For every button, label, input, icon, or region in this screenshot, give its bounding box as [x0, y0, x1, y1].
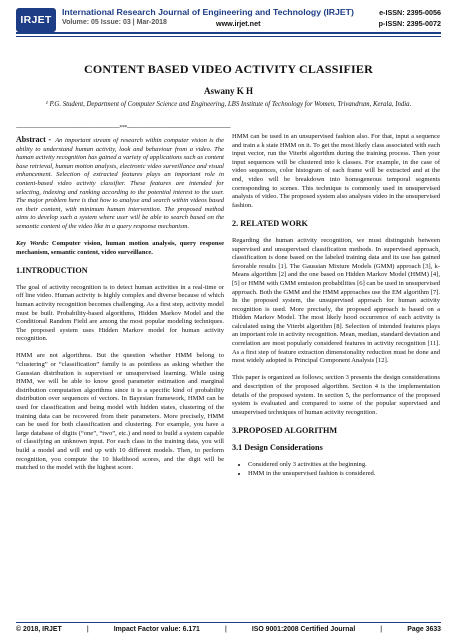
intro-paragraph-2: HMM are not algorithms. But the question whether HMM belong to “clustering” or “classification” family is as pointless as asking whether the Gaussian distribution is supervised or unsupervised learning. While using HMM, we will be able to know good parameter estimation and marginal distribution computation algorithms since it is a specific kind of probability distribution over sequences of vectors. In Bayesian framework, HMM can be used for classification and being model with hidden states, clustering of the training data can be recovered from their parameters. More precisely, HMM can be used for both classification and clustering. For example, you have a large database of digits (“one”, “two”, etc.) and need to build a system capable of classifying an unknown input. For each class in the training data, you will build a model and will end up with 10 different models. Then, to perform recognition, you compute the 10 likelihood scores, and the digit will be matched to the model with the highest score. — [16, 352, 224, 472]
right-column — [232, 133, 440, 480]
journal-website: www.irjet.net — [216, 19, 261, 28]
proposed-algorithm-heading: 3.PROPOSED ALGORITHM — [232, 426, 338, 436]
author-name: Aswany K H — [203, 86, 253, 96]
p-issn: p-ISSN: 2395-0072 — [378, 19, 441, 28]
section-separator: ---------------------------------------------------------------------***--------------------------------------------------------------------- — [16, 125, 231, 131]
header-rule-thin — [16, 36, 441, 37]
footer-separator: | — [86, 626, 89, 633]
footer-impact-factor: Impact Factor value: 6.171 — [113, 626, 200, 633]
related-work-paragraph-2: This paper is organized as follows; section 3 presents the design considerations and description of the proposed algorithm. Section 4 is the implementation details of the proposed system. In section 5, the performance of the proposed system is evaluated and compared to some of the popular supervised and unsupervised techniques of human activity recognition. — [232, 374, 440, 416]
keywords-text: Computer vision, human motion analysis, query response mechanism, semantic content, video surveillance. — [16, 240, 225, 256]
abstract-text: An important stream of research within computer vision is the ability to understand human activity, look and behaviour from a video. The human activity recognition has gained a variety of applications such as content base retrieval, human motion analysis, electronic video surveillance and visual enhancement. Selection of extracted features plays an important role in content-based video activity classifier. These features are intended for selecting, indexing and ranking according to the potential interest to the user. The major problem here is that how to analyse and search within videos based on their content, with minimum human intervention. The proposed method aims to develop such a system where user will be able to search based on the semantic content of the video like in a query response mechanism. — [16, 137, 224, 230]
journal-name: International Research Journal of Engineering and Technology (IRJET) — [62, 7, 354, 17]
page-footer — [16, 626, 441, 637]
irjet-logo: IRJET — [16, 8, 56, 32]
hmm-unsupervised-paragraph: HMM can be used in an unsupervised fashion also. For that, input a sequence and train a k state HMM on it. To get the most likely class associated with each input vector, run the Viterbi algorithm during the training process. Then your input sequences will be clustered into k classes. For example, in the case of video sequences, color histogram of each frame will be extracted and at the end, video will be breakdown into homogeneous temporal segments corresponding to scenes. This technique is commonly used in unsupervised analysis of video. The proposed system also analyses video in the unsupervised fashion. — [232, 133, 440, 209]
footer-copyright: © 2018, IRJET — [16, 626, 62, 633]
design-considerations-heading: 3.1 Design Considerations — [232, 442, 323, 452]
e-issn: e-ISSN: 2395-0056 — [379, 8, 441, 17]
list-item: • Considered only 3 activities at the beginning. — [248, 461, 440, 470]
footer-iso: ISO 9001:2008 Certified Journal — [251, 626, 356, 633]
abstract-label: Abstract - — [16, 135, 52, 144]
keywords — [16, 240, 224, 257]
related-work-paragraph-1: Regarding the human activity recognition, we must distinguish between supervised and unsupervised classification methods. In supervised approach, classification is done based on the labeled training data and its use has gained favorable results [1]. The Gaussian Mixture Models (GMM) approach [3], k-Means algorithm [2] and the one based on Hidden Markov Model (HMM) [4], [5] or HMM with GMM emission probabilities [6] can be used in unsupervised approach. Both the GMM and the HMM approaches use the EM algorithm [7]. In the proposed system, the unsupervised approach for human activity recognition is used. More precisely, the proposed approach is based on a Hidden Markov Model. The most likely hood occurrence of each activity is calculated using the Viterbi algorithm [8]. Selection of intended features plays an important role in activity recognition. Mean, median, standard deviation and correlation are most popularly considered features in activity recognition [11]. As a first step of feature extraction dimensionality reduction must be done and most widely adopted is Principal Component Analysis [12]. — [232, 236, 440, 365]
related-work-heading: 2. RELATED WORK — [232, 219, 308, 229]
footer-separator: | — [380, 626, 383, 633]
paper-title: CONTENT BASED VIDEO ACTIVITY CLASSIFIER — [84, 62, 373, 76]
footer-separator: | — [224, 626, 227, 633]
author-affiliation: ¹ P.G. Student, Department of Computer Science and Engineering, LBS Institute of Technology for Women, Trivandrum, Kerala, India. — [45, 101, 412, 108]
intro-paragraph-1: The goal of activity recognition is to detect human activities in a real-time or off line video. Human activity is highly complex and diverse because of which human activity recognition becomes challenging. As a first step, activity model must be built. Probability-based algorithms, Hidden Markov Model and the Conditional Random Field are among the most popular modeling techniques. The proposed system uses Hidden Markov model for human activity recognition. — [16, 283, 224, 343]
abstract — [16, 136, 224, 232]
header-rule — [16, 32, 441, 34]
introduction-heading: 1.INTRODUCTION — [16, 266, 88, 276]
volume-line: Volume: 05 Issue: 03 | Mar-2018 — [62, 19, 167, 26]
footer-rule — [16, 622, 441, 623]
list-item: • HMM in the unsupervised fashion is considered. — [248, 470, 440, 479]
keywords-label: Key Words: — [16, 240, 49, 248]
footer-page-number: Page 3633 — [407, 626, 441, 633]
design-considerations-list — [232, 461, 440, 479]
left-column — [16, 136, 224, 481]
journal-header — [16, 6, 441, 52]
